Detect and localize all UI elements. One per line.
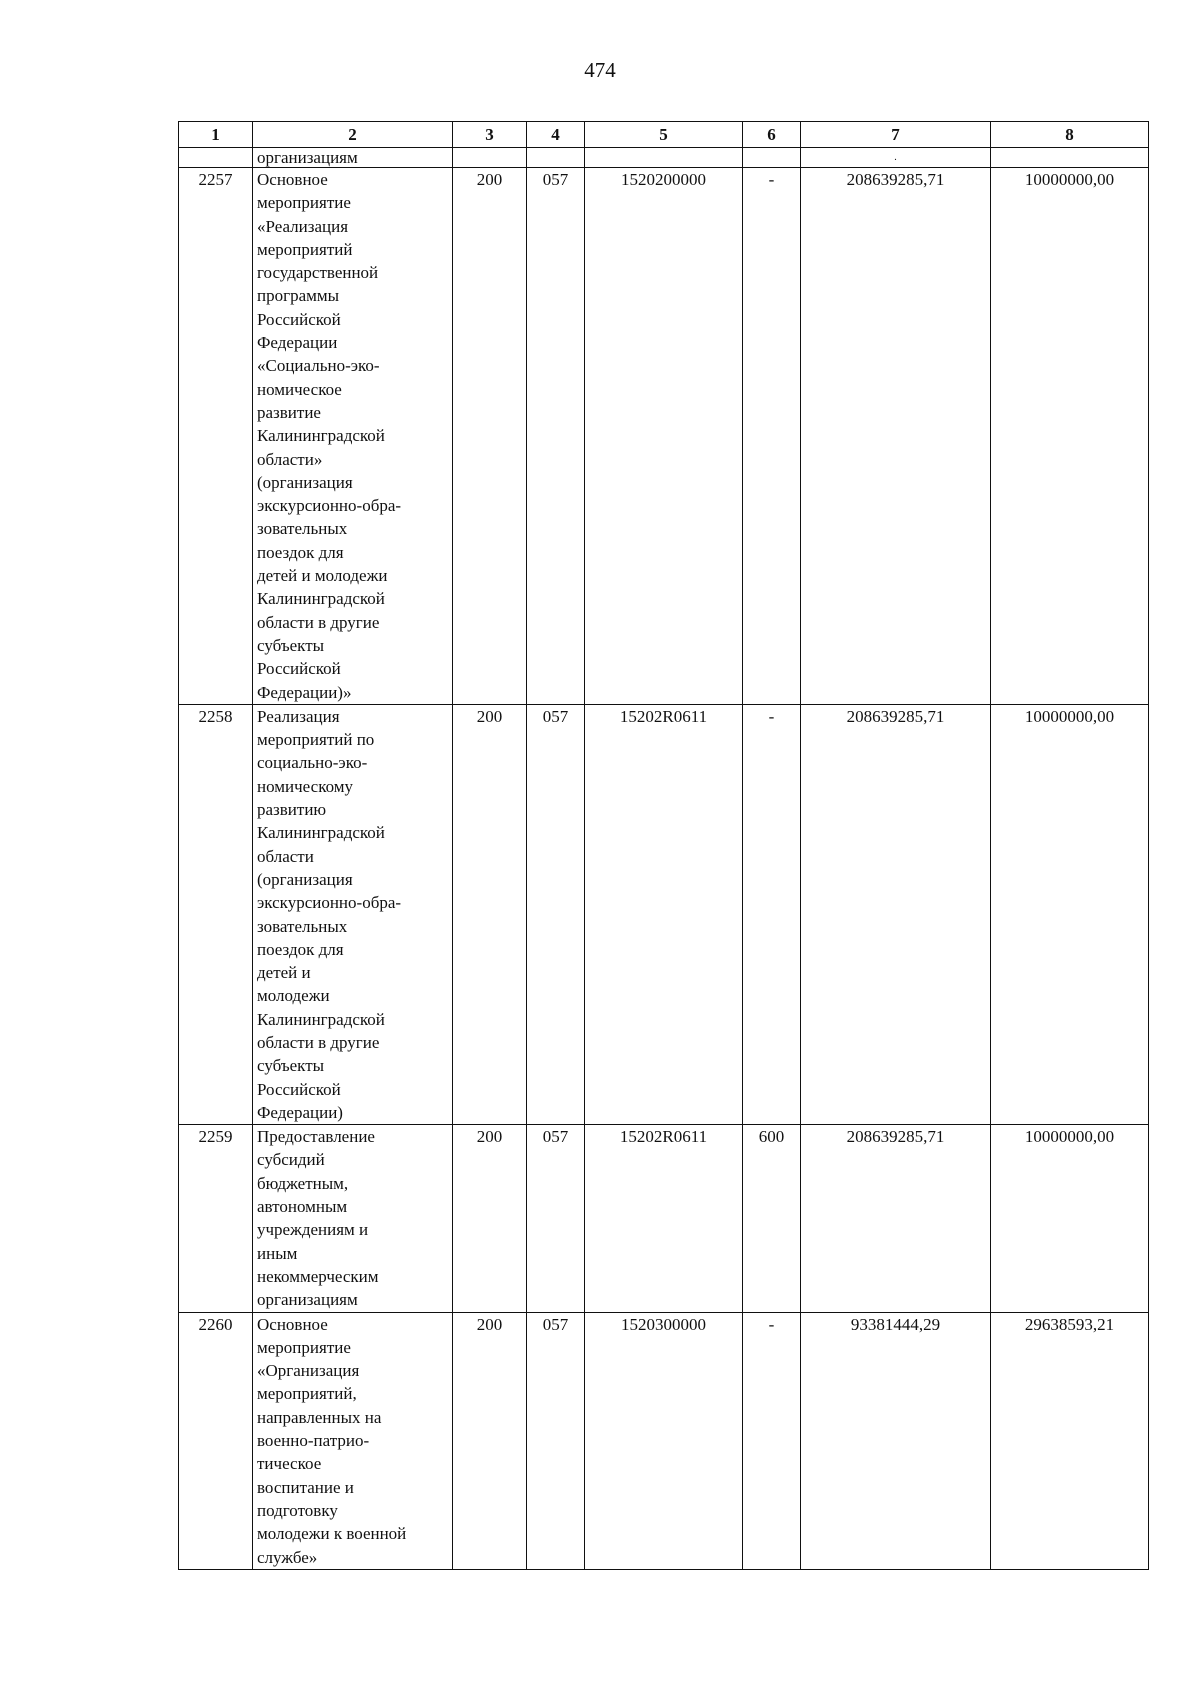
row-number: 2257 bbox=[179, 168, 253, 705]
row-col7: 208639285,71 bbox=[801, 1125, 991, 1312]
empty-cell bbox=[585, 148, 743, 168]
row-col6: - bbox=[743, 1312, 801, 1569]
page-number: 474 bbox=[584, 58, 616, 82]
row-col7: 208639285,71 bbox=[801, 168, 991, 705]
row-name: Реализация мероприятий по социально-эко- номическому развитию Калининградской области (организация экскурсионно-обра- зовательных поездок для детей и молодежи Калининградской области в другие субъекты Российской Федерации) bbox=[253, 704, 453, 1124]
row-col4: 057 bbox=[527, 704, 585, 1124]
row-number: 2258 bbox=[179, 704, 253, 1124]
continuation-row bbox=[179, 148, 1149, 168]
row-number: 2259 bbox=[179, 1125, 253, 1312]
row-col3: 200 bbox=[453, 1125, 527, 1312]
header-cell: 3 bbox=[453, 122, 527, 148]
row-col5: 15202R0611 bbox=[585, 704, 743, 1124]
row-name: Предоставление субсидий бюджетным, автономным учреждениям и иным некоммерческим организациям bbox=[253, 1125, 453, 1312]
empty-cell bbox=[453, 148, 527, 168]
header-cell: 2 bbox=[253, 122, 453, 148]
row-col3: 200 bbox=[453, 168, 527, 705]
row-number: 2260 bbox=[179, 1312, 253, 1569]
row-col8: 29638593,21 bbox=[991, 1312, 1149, 1569]
table-row bbox=[179, 1125, 1149, 1312]
budget-table bbox=[178, 121, 1149, 1570]
row-col3: 200 bbox=[453, 1312, 527, 1569]
continuation-mark: . bbox=[801, 148, 991, 168]
row-col7: 208639285,71 bbox=[801, 704, 991, 1124]
row-col6: - bbox=[743, 168, 801, 705]
row-col5: 1520300000 bbox=[585, 1312, 743, 1569]
table-row bbox=[179, 704, 1149, 1124]
row-col4: 057 bbox=[527, 1125, 585, 1312]
row-col4: 057 bbox=[527, 1312, 585, 1569]
row-col6: - bbox=[743, 704, 801, 1124]
continuation-name: организациям bbox=[253, 148, 453, 168]
row-col4: 057 bbox=[527, 168, 585, 705]
row-col8: 10000000,00 bbox=[991, 1125, 1149, 1312]
row-col8: 10000000,00 bbox=[991, 704, 1149, 1124]
empty-cell bbox=[743, 148, 801, 168]
row-col5: 15202R0611 bbox=[585, 1125, 743, 1312]
header-cell: 5 bbox=[585, 122, 743, 148]
header-cell: 7 bbox=[801, 122, 991, 148]
row-col5: 1520200000 bbox=[585, 168, 743, 705]
empty-cell bbox=[991, 148, 1149, 168]
row-col7: 93381444,29 bbox=[801, 1312, 991, 1569]
row-name: Основное мероприятие «Реализация мероприятий государственной программы Российской Федерации «Социально-эко- номическое развитие Калининградской области» (организация экскурсионно-обра- зовательных поездок для детей и молодежи Калининградской области в другие субъекты Российской Федерации)» bbox=[253, 168, 453, 705]
empty-cell bbox=[179, 148, 253, 168]
table-row bbox=[179, 1312, 1149, 1569]
header-cell: 6 bbox=[743, 122, 801, 148]
row-name: Основное мероприятие «Организация мероприятий, направленных на военно-патрио- тическое воспитание и подготовку молодежи к военной службе» bbox=[253, 1312, 453, 1569]
table-row bbox=[179, 168, 1149, 705]
header-cell: 4 bbox=[527, 122, 585, 148]
header-cell: 8 bbox=[991, 122, 1149, 148]
empty-cell bbox=[527, 148, 585, 168]
header-cell: 1 bbox=[179, 122, 253, 148]
header-row bbox=[179, 122, 1149, 148]
row-col8: 10000000,00 bbox=[991, 168, 1149, 705]
row-col6: 600 bbox=[743, 1125, 801, 1312]
row-col3: 200 bbox=[453, 704, 527, 1124]
